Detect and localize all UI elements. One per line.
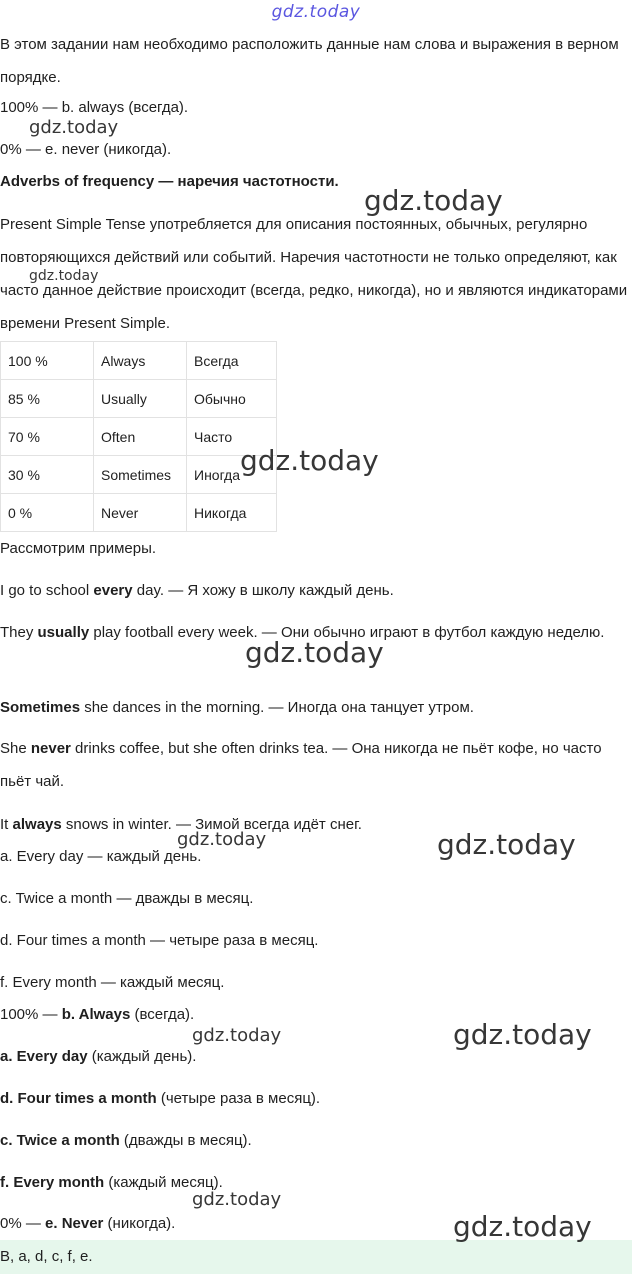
item-f: f. Every month — каждый месяц. xyxy=(0,974,225,991)
ordered-row-5 xyxy=(0,1173,632,1193)
intro-paragraph: В этом задании нам необходимо расположить данные нам слова и выражения в верном порядке. xyxy=(0,36,619,86)
present-simple-paragraph: Present Simple Tense употребляется для описания постоянных, обычных, регулярно повторяющихся действий или событий. Наречия частотности не только определяют, как часто данное действие происходит (всегда, редко, никогда), но и являются индикаторами времени Present Simple. xyxy=(0,216,628,332)
site-logo[interactable]: gdz.today xyxy=(271,2,361,22)
example-keyword: never xyxy=(30,740,71,757)
watermark: gdz.today xyxy=(453,1210,592,1243)
ordered-text: (всегда). xyxy=(130,1006,195,1023)
example-text: They xyxy=(0,624,38,641)
table-cell-translation: Часто xyxy=(187,418,277,456)
adverbs-heading xyxy=(0,172,632,192)
table-row xyxy=(1,380,277,418)
watermark: gdz.today xyxy=(192,1189,282,1210)
ordered-keyword: e. Never xyxy=(45,1215,104,1232)
ordered-keyword: d. Four times a month xyxy=(0,1090,157,1107)
table-cell-percent: 0 % xyxy=(1,494,94,532)
watermark: gdz.today xyxy=(29,268,99,284)
table-cell-translation: Обычно xyxy=(187,380,277,418)
table-row xyxy=(1,418,277,456)
watermark: gdz.today xyxy=(245,636,384,669)
examples-intro: Рассмотрим примеры. xyxy=(0,540,157,557)
ordered-keyword: b. Always xyxy=(61,1006,131,1023)
ordered-text: (каждый месяц). xyxy=(104,1174,223,1191)
table-cell-percent: 100 % xyxy=(1,342,94,380)
example-keyword: always xyxy=(12,816,62,833)
item-d: d. Four times a month — четыре раза в месяц. xyxy=(0,932,319,949)
answer-text: B, a, d, c, f, e. xyxy=(0,1248,93,1265)
ordered-text: (дважды в месяц). xyxy=(119,1132,252,1149)
watermark: gdz.today xyxy=(437,828,576,861)
table-cell-translation: Иногда xyxy=(187,456,277,494)
watermark: gdz.today xyxy=(240,444,379,477)
watermark: gdz.today xyxy=(29,117,119,138)
answer-bar xyxy=(0,1240,632,1274)
ordered-keyword: c. Twice a month xyxy=(0,1132,120,1149)
watermark: gdz.today xyxy=(177,829,267,850)
example-text: drinks coffee, but she often drinks tea. — Она никогда не пьёт кофе, но часто пьёт чай. xyxy=(0,740,602,790)
table-cell-adverb: Sometimes xyxy=(94,456,187,494)
example-3 xyxy=(0,698,632,718)
table-row xyxy=(1,494,277,532)
frequency-table xyxy=(0,341,277,532)
table-cell-adverb: Always xyxy=(94,342,187,380)
example-text: she dances in the morning. — Иногда она танцует утром. xyxy=(80,699,474,716)
table-row xyxy=(1,456,277,494)
example-text: snows in winter. — Зимой всегда идёт снег. xyxy=(61,816,362,833)
table-cell-percent: 70 % xyxy=(1,418,94,456)
example-keyword: every xyxy=(93,582,133,599)
example-keyword: Sometimes xyxy=(0,699,81,716)
ordered-keyword: a. Every day xyxy=(0,1048,88,1065)
example-1 xyxy=(0,581,632,601)
table-cell-adverb: Usually xyxy=(94,380,187,418)
line-0-never: 0% — e. never (никогда). xyxy=(0,141,172,158)
table-cell-translation: Никогда xyxy=(187,494,277,532)
ordered-text: 100% — xyxy=(0,1006,62,1023)
ordered-text: (четыре раза в месяц). xyxy=(156,1090,321,1107)
table-cell-percent: 85 % xyxy=(1,380,94,418)
item-a: a. Every day — каждый день. xyxy=(0,848,202,865)
ordered-row-4 xyxy=(0,1131,632,1151)
example-text: I go to school xyxy=(0,582,94,599)
table-row xyxy=(1,342,277,380)
ordered-row-3 xyxy=(0,1089,632,1109)
ordered-text: (каждый день). xyxy=(87,1048,197,1065)
item-c: c. Twice a month — дважды в месяц. xyxy=(0,890,254,907)
ordered-keyword: f. Every month xyxy=(0,1174,105,1191)
table-cell-percent: 30 % xyxy=(1,456,94,494)
example-4 xyxy=(0,732,630,798)
adverbs-heading-text: Adverbs of frequency — наречия частотности. xyxy=(0,173,339,190)
example-text: play football every week. — Они обычно играют в футбол каждую неделю. xyxy=(89,624,605,641)
line-100-always: 100% — b. always (всегда). xyxy=(0,99,189,116)
example-text: day. — Я хожу в школу каждый день. xyxy=(132,582,394,599)
table-cell-adverb: Never xyxy=(94,494,187,532)
example-text: She xyxy=(0,740,31,757)
ordered-text: 0% — xyxy=(0,1215,46,1232)
watermark: gdz.today xyxy=(364,184,503,217)
table-cell-translation: Всегда xyxy=(187,342,277,380)
table-cell-adverb: Often xyxy=(94,418,187,456)
watermark: gdz.today xyxy=(453,1018,592,1051)
example-keyword: usually xyxy=(37,624,90,641)
ordered-text: (никогда). xyxy=(103,1215,176,1232)
watermark: gdz.today xyxy=(192,1025,282,1046)
example-text: It xyxy=(0,816,13,833)
